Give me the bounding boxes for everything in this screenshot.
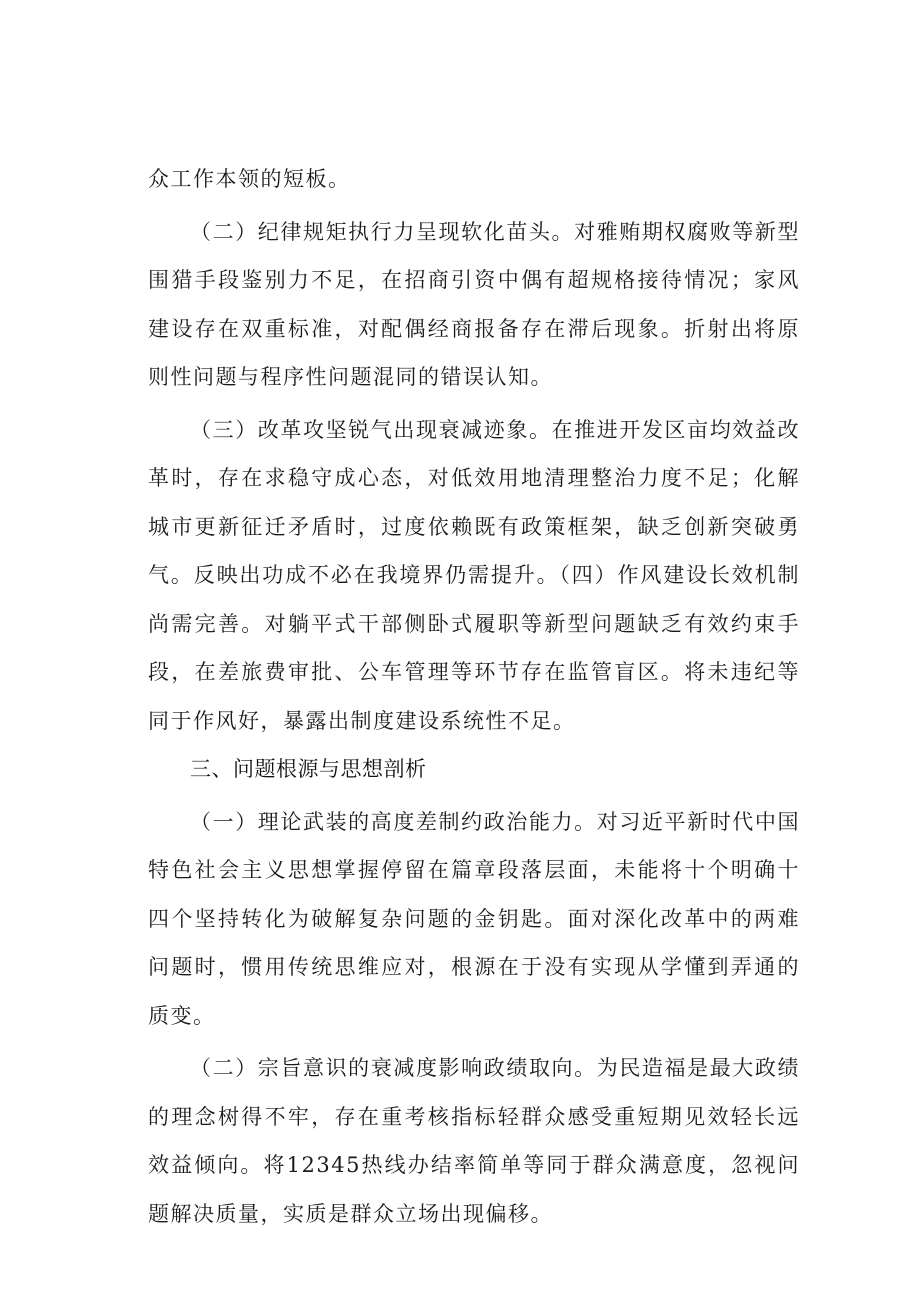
paragraph-discipline-execution: （二）纪律规矩执行力呈现软化苗头。对雅贿期权腐败等新型围猎手段鉴别力不足，在招商引资中偶有超规格接待情况；家风建设存在双重标准，对配偶经商报备存在滞后现象。折射出将原则性问题与程序性问题混同的错误认知。 — [148, 219, 800, 389]
section-heading: 三、问题根源与思想剖析 — [190, 757, 427, 781]
paragraph-theory-armament: （一）理论武装的高度差制约政治能力。对习近平新时代中国特色社会主义思想掌握停留在篇章段落层面，未能将十个明确十四个坚持转化为破解复杂问题的金钥匙。面对深化改革中的两难问题时，惯用传统思维应对，根源在于没有实现从学懂到弄通的质变。 — [148, 809, 800, 1028]
paragraph-reform-drive: （三）改革攻坚锐气出现衰减迹象。在推进开发区亩均效益改革时，存在求稳守成心态，对低效用地清理整治力度不足；化解城市更新征迁矛盾时，过度依赖既有政策框架，缺乏创新突破勇气。反映出功成不必在我境界仍需提升。（四）作风建设长效机制尚需完善。对躺平式干部侧卧式履职等新型问题缺乏有效约束手段，在差旅费审批、公车管理等环节存在监管盲区。将未违纪等同于作风好，暴露出制度建设系统性不足。 — [148, 417, 800, 733]
document-body — [148, 155, 800, 1238]
paragraph-continuation: 众工作本领的短板。 — [148, 167, 351, 191]
paragraph-purpose-awareness: （二）宗旨意识的衰减度影响政绩取向。为民造福是最大政绩的理念树得不牢，存在重考核指标轻群众感受重短期见效轻长远效益倾向。将12345热线办结率简单等同于群众满意度，忽视问题解决质量，实质是群众立场出现偏移。 — [148, 1056, 800, 1226]
